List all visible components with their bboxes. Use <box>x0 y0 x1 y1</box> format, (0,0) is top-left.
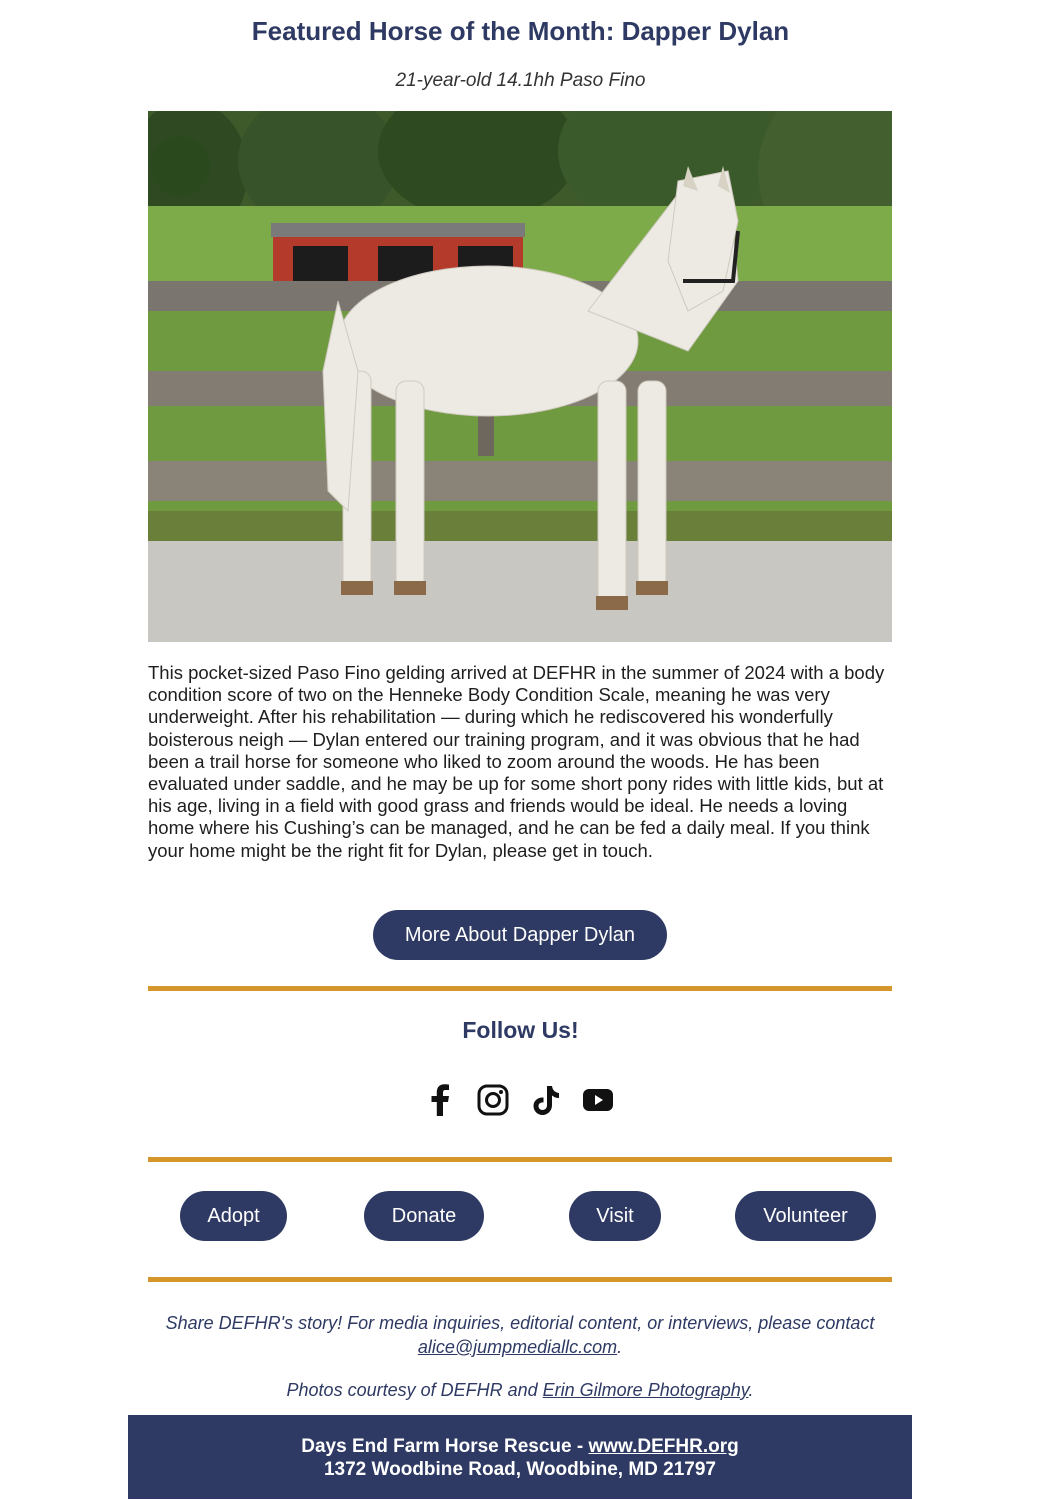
volunteer-button[interactable]: Volunteer <box>735 1191 876 1241</box>
page-title: Featured Horse of the Month: Dapper Dylan <box>251 16 790 46</box>
media-inquiry-text <box>148 1311 892 1359</box>
media-contact-email-link[interactable]: alice@jumpmediallc.com <box>417 1337 618 1357</box>
divider <box>148 1157 892 1162</box>
photographer-link[interactable]: Erin Gilmore Photography <box>542 1380 749 1400</box>
photo-credit-label: Photos courtesy of DEFHR and <box>286 1380 538 1400</box>
donate-button[interactable]: Donate <box>364 1191 484 1241</box>
photo-credit-end: . <box>748 1380 754 1400</box>
footer-address: 1372 Woodbine Road, Woodbine, MD 21797 <box>323 1459 717 1480</box>
horse-subtitle: 21-year-old 14.1hh Paso Fino <box>395 70 646 91</box>
divider <box>148 986 892 991</box>
media-inquiry-end: . <box>617 1337 623 1357</box>
footer-org-name: Days End Farm Horse Rescue - <box>301 1436 589 1457</box>
more-about-horse-button[interactable]: More About Dapper Dylan <box>373 910 667 960</box>
instagram-icon[interactable] <box>475 1082 511 1118</box>
visit-button[interactable]: Visit <box>569 1191 661 1241</box>
facebook-icon[interactable] <box>422 1082 458 1118</box>
media-inquiry-label: Share DEFHR's story! For media inquiries, editorial content, or interviews, please contact <box>165 1313 875 1333</box>
horse-story: This pocket-sized Paso Fino gelding arrived at DEFHR in the summer of 2024 with a body condition score of two on the Henneke Body Condition Scale, meaning he was very underweight. After his rehabilitation — during which he rediscovered his wonderfully boisterous neigh — Dylan entered our training program, and it was obvious that he had been a trail horse for someone who liked to zoom around the woods. He has been evaluated under saddle, and he may be up for some short pony rides with little kids, but at his age, living in a field with good grass and friends would be ideal. He needs a loving home where his Cushing’s can be managed, and he can be fed a daily meal. If you think your home might be the right fit for Dylan, please get in touch. <box>148 662 885 861</box>
photo-credit <box>148 1380 892 1401</box>
footer-website-link[interactable]: www.DEFHR.org <box>588 1436 739 1457</box>
adopt-button[interactable]: Adopt <box>180 1191 287 1241</box>
tiktok-icon[interactable] <box>528 1082 564 1118</box>
footer <box>128 1415 912 1499</box>
horse-photo <box>148 111 892 642</box>
youtube-icon[interactable] <box>580 1082 616 1118</box>
follow-us-heading: Follow Us! <box>462 1017 579 1043</box>
divider <box>148 1277 892 1282</box>
